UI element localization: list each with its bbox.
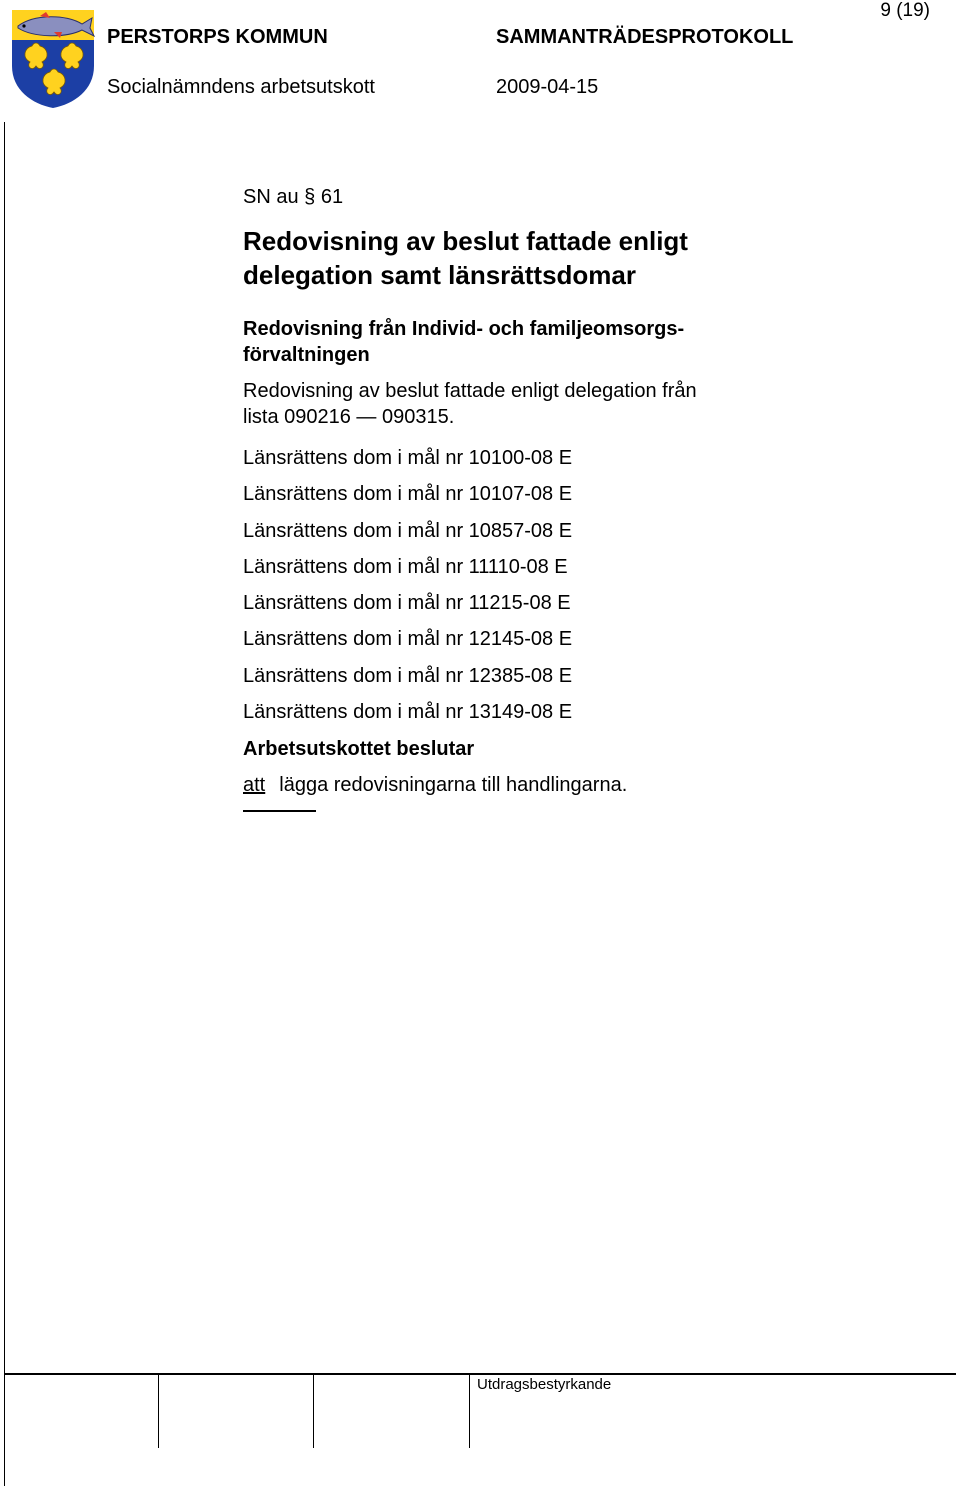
signature-box-divider [158,1375,159,1448]
ruling-item: Länsrättens dom i mål nr 10100-08 E [243,447,573,469]
ruling-item: Länsrättens dom i mål nr 13149-08 E [243,701,573,724]
signature-box-divider [469,1375,470,1448]
committee-name: Socialnämndens arbetsutskott [107,76,375,98]
certification-label: Utdragsbestyrkande [477,1376,612,1393]
decision-att: att [243,774,266,797]
report-text-line-1: Redovisning av beslut fattade enligt delegation från [243,380,697,402]
document-type: SAMMANTRÄDESPROTOKOLL [496,26,794,48]
report-heading-line-1: Redovisning från Individ- och familjeomsorgs- [243,318,685,340]
organization-name: PERSTORPS KOMMUN [107,26,328,48]
page-number: 9 (19) [880,0,930,21]
report-text-line-2: lista 090216 — 090315. [243,406,455,428]
decision-body: lägga redovisningarna till handlingarna. [279,774,628,797]
end-of-item-rule [243,810,316,812]
ruling-list [243,440,843,730]
ruling-item: Länsrättens dom i mål nr 11110-08 E [243,555,568,578]
report-heading-line-2: förvaltningen [243,344,370,366]
ruling-item: Länsrättens dom i mål nr 12145-08 E [243,628,573,651]
municipal-coat-of-arms-icon [10,8,96,110]
item-title-line-1: Redovisning av beslut fattade enligt [243,226,688,256]
decision-text [243,772,843,798]
report-text [243,378,843,430]
ruling-item: Länsrättens dom i mål nr 10107-08 E [243,483,573,506]
report-heading [243,316,843,368]
left-margin-rule [4,122,5,1486]
ruling-item: Länsrättens dom i mål nr 10857-08 E [243,519,573,542]
item-title [243,224,843,292]
decision-heading: Arbetsutskottet beslutar [243,738,475,761]
ruling-item: Länsrättens dom i mål nr 11215-08 E [243,592,571,615]
meeting-date: 2009-04-15 [496,76,599,98]
protocol-item [243,180,843,812]
footer-rule [4,1373,956,1375]
signature-box-divider [313,1375,314,1448]
section-reference: SN au § 61 [243,186,344,208]
item-title-line-2: delegation samt länsrättsdomar [243,260,636,290]
ruling-item: Länsrättens dom i mål nr 12385-08 E [243,664,573,687]
